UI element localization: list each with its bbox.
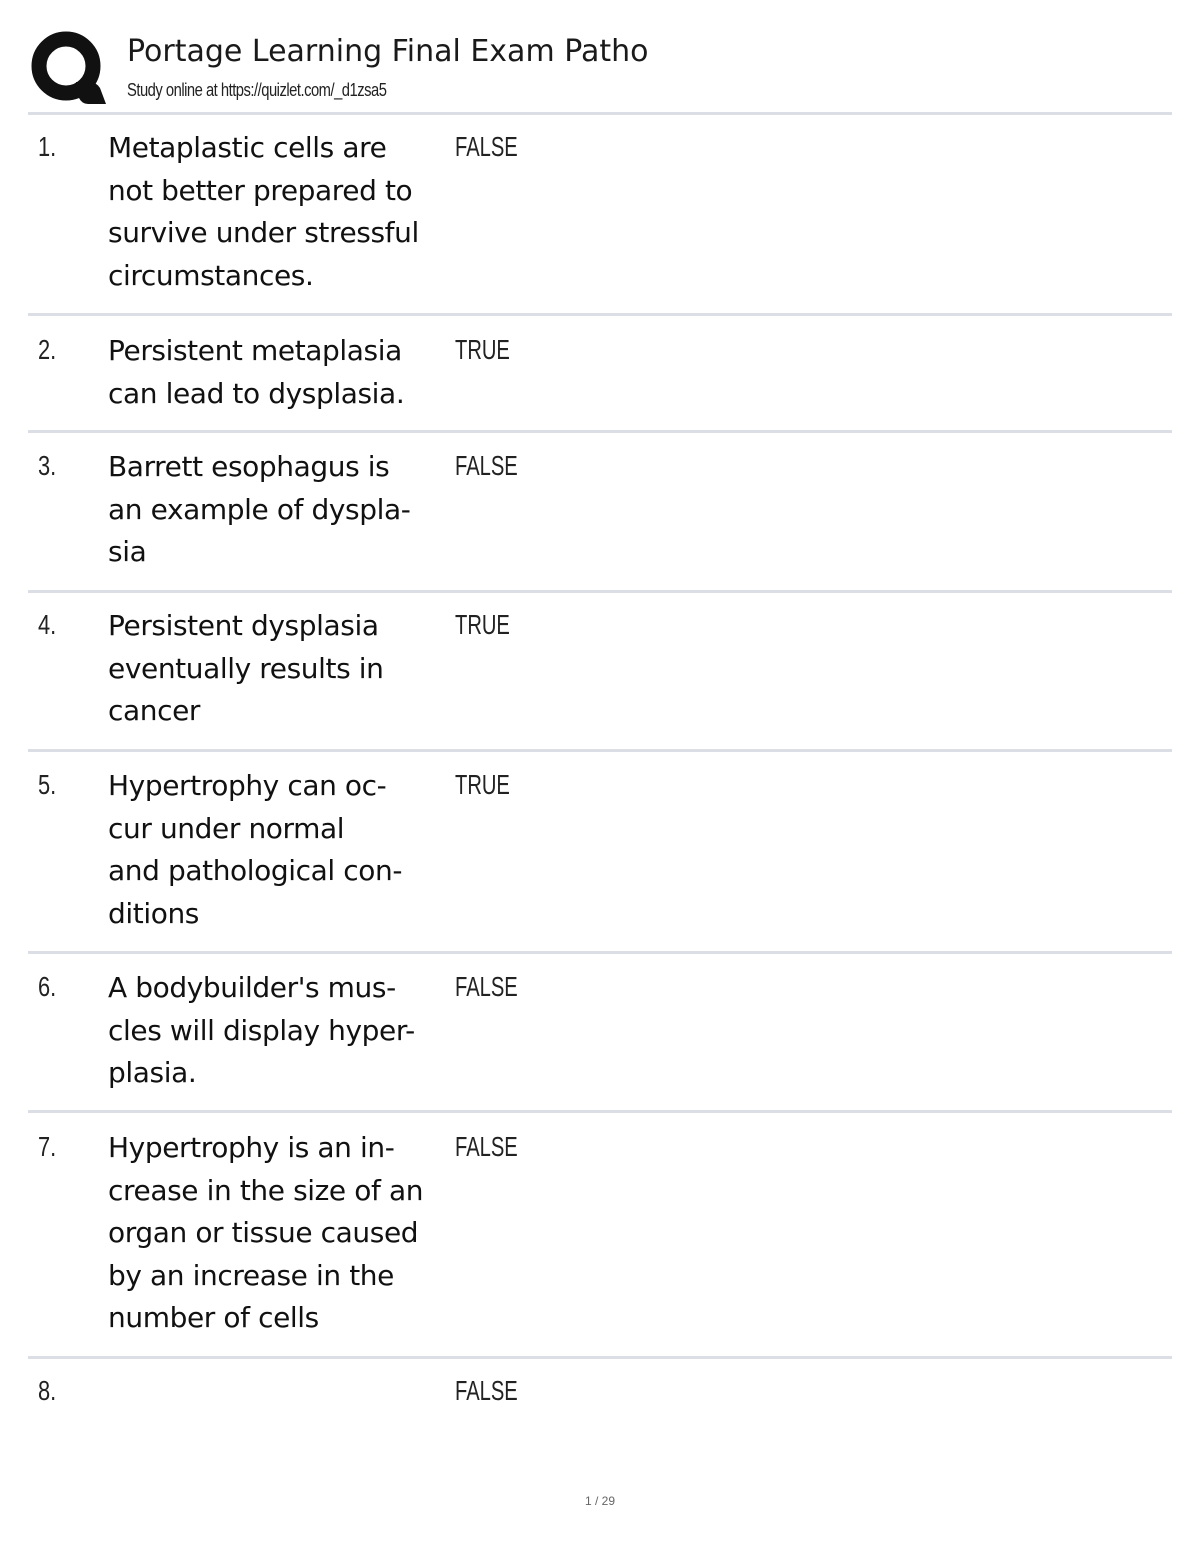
card-definition: TRUE xyxy=(455,609,510,640)
card-divider xyxy=(28,1356,1172,1359)
card-number: 5. xyxy=(38,769,57,800)
card-divider xyxy=(28,590,1172,593)
card-definition: FALSE xyxy=(455,450,518,481)
card-divider xyxy=(28,749,1172,752)
page-title: Portage Learning Final Exam Patho xyxy=(127,34,649,69)
study-link-text: Study online at https://quizlet.com/_d1zsa5 xyxy=(127,80,387,100)
card-number: 2. xyxy=(38,334,57,365)
card-term: Hypertrophy can oc- cur under normal and pathological con- ditions xyxy=(108,769,403,930)
page-header xyxy=(30,30,1172,112)
card-divider xyxy=(28,313,1172,316)
card-number: 3. xyxy=(38,450,57,481)
card-term: Barrett esophagus is an example of dyspla- sia xyxy=(108,450,411,568)
quizlet-q-logo-icon xyxy=(30,30,106,106)
card-term: Metaplastic cells are not better prepared to survive under stressful circumstances. xyxy=(108,131,419,292)
card-number: 7. xyxy=(38,1131,57,1162)
card-number: 4. xyxy=(38,609,57,640)
card-definition: FALSE xyxy=(455,971,518,1002)
flashcard-row xyxy=(28,967,1172,1101)
card-number: 1. xyxy=(38,131,57,162)
card-definition: TRUE xyxy=(455,769,510,800)
card-number: 6. xyxy=(38,971,57,1002)
card-definition: FALSE xyxy=(455,131,518,162)
flashcard-row xyxy=(28,765,1172,941)
card-divider xyxy=(28,1110,1172,1113)
card-term: Persistent dysplasia eventually results in cancer xyxy=(108,609,384,727)
flashcard-row xyxy=(28,1127,1172,1346)
page-number: 1 / 29 xyxy=(584,1494,616,1508)
flashcard-row xyxy=(28,330,1172,420)
card-definition: TRUE xyxy=(455,334,510,365)
header-divider xyxy=(28,112,1172,115)
card-term: Persistent metaplasia can lead to dysplasia. xyxy=(108,334,405,410)
flashcard-row xyxy=(28,605,1172,739)
card-term: A bodybuilder's mus- cles will display hyper- plasia. xyxy=(108,971,415,1089)
card-term: Hypertrophy is an in- crease in the size of an organ or tissue caused by an increase in the number of cells xyxy=(108,1131,424,1334)
card-definition: FALSE xyxy=(455,1131,518,1162)
card-number: 8. xyxy=(38,1375,57,1406)
card-divider xyxy=(28,430,1172,433)
flashcard-row xyxy=(28,1371,1172,1431)
card-definition: FALSE xyxy=(455,1375,518,1406)
card-divider xyxy=(28,951,1172,954)
flashcard-row xyxy=(28,127,1172,302)
flashcard-row xyxy=(28,446,1172,580)
